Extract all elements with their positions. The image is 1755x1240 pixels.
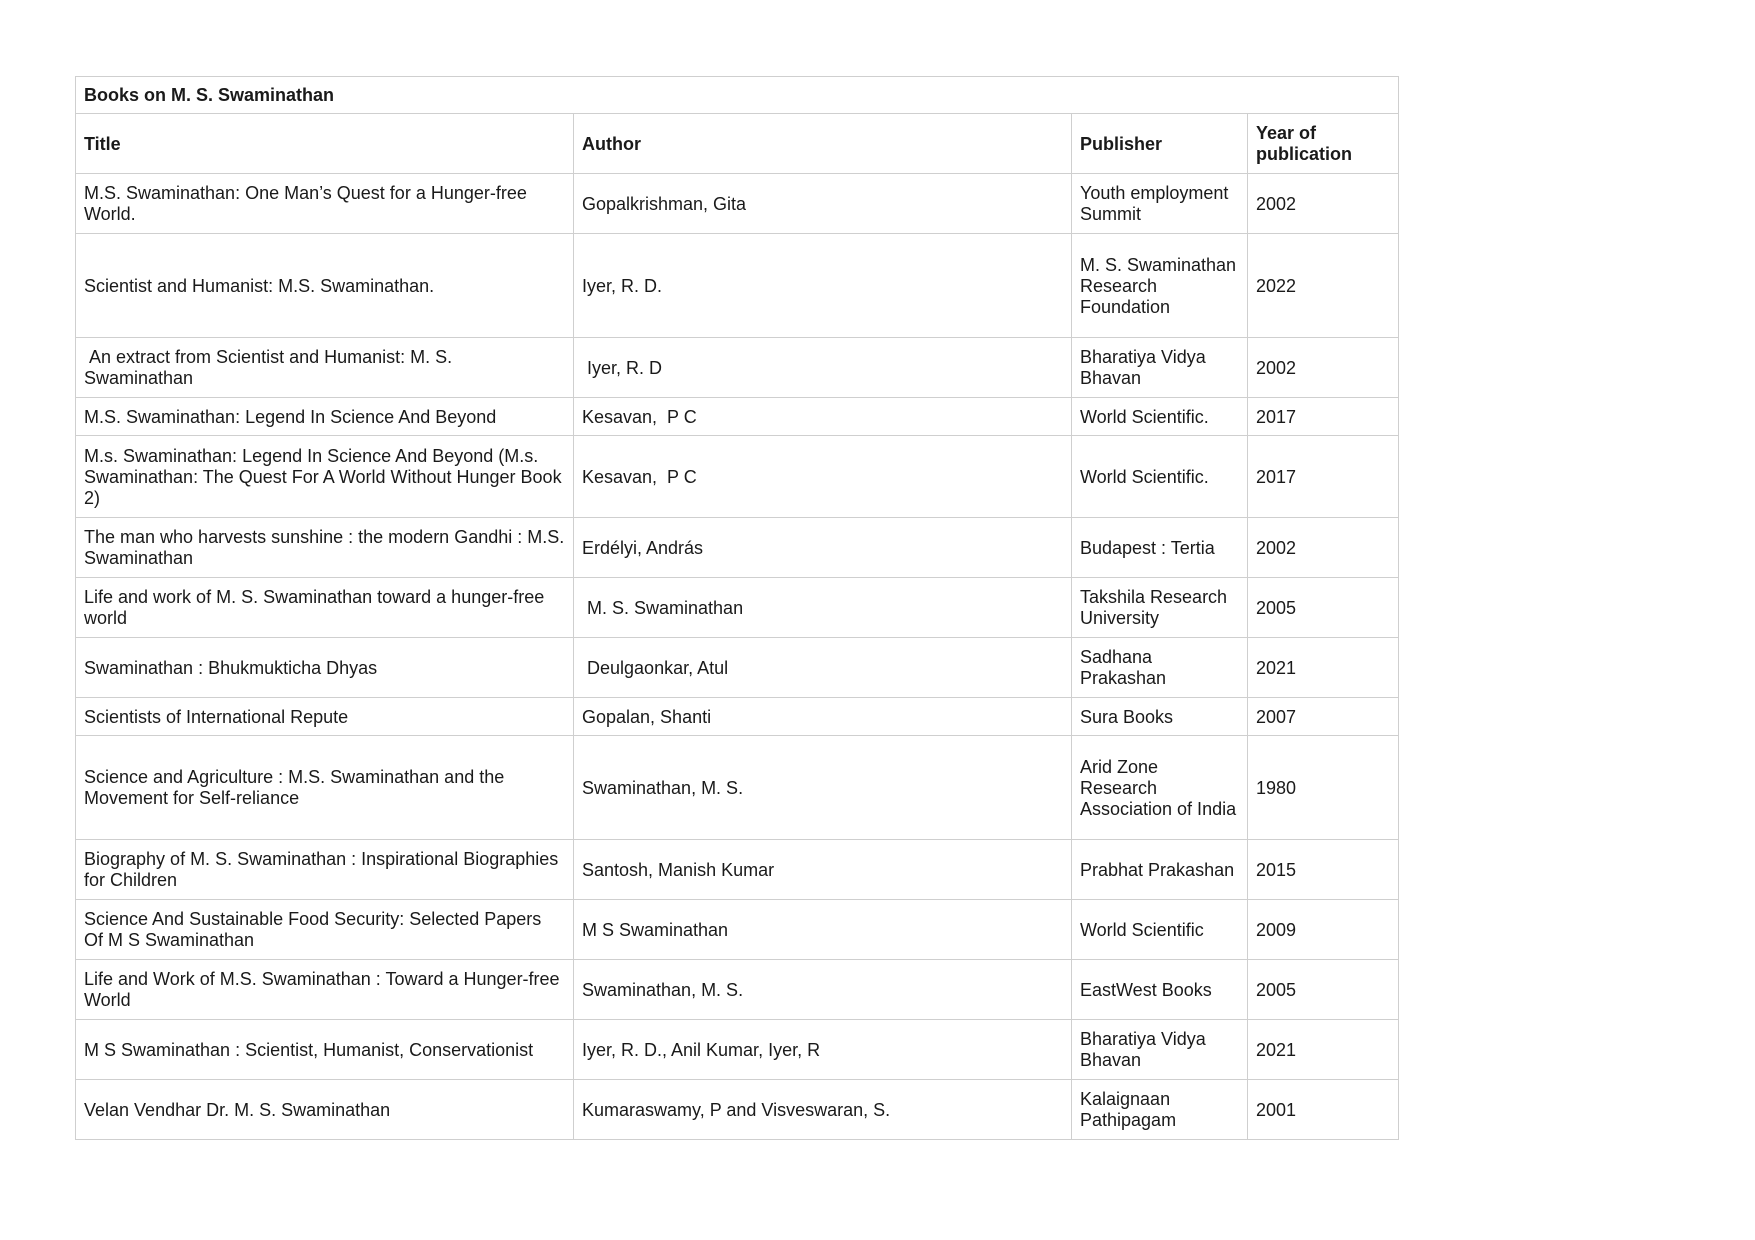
- cell-title: M.S. Swaminathan: One Man’s Quest for a Hunger-free World.: [76, 174, 574, 234]
- cell-year: 2007: [1248, 698, 1399, 736]
- cell-author: Erdélyi, András: [574, 518, 1072, 578]
- cell-year: 2002: [1248, 338, 1399, 398]
- table-row: [76, 398, 1399, 436]
- cell-title: M.S. Swaminathan: Legend In Science And Beyond: [76, 398, 574, 436]
- cell-title: M S Swaminathan : Scientist, Humanist, Conservationist: [76, 1020, 574, 1080]
- cell-title: Scientists of International Repute: [76, 698, 574, 736]
- table-row: [76, 698, 1399, 736]
- table-row: [76, 518, 1399, 578]
- cell-title: Science And Sustainable Food Security: Selected Papers Of M S Swaminathan: [76, 900, 574, 960]
- cell-year: 2002: [1248, 518, 1399, 578]
- cell-author: Gopalkrishman, Gita: [574, 174, 1072, 234]
- cell-title: Life and Work of M.S. Swaminathan : Toward a Hunger-free World: [76, 960, 574, 1020]
- cell-year: 2017: [1248, 398, 1399, 436]
- cell-publisher: World Scientific: [1072, 900, 1248, 960]
- header-publisher: Publisher: [1072, 114, 1248, 174]
- cell-year: 2021: [1248, 638, 1399, 698]
- cell-publisher: World Scientific.: [1072, 398, 1248, 436]
- cell-title: Scientist and Humanist: M.S. Swaminathan.: [76, 234, 574, 338]
- cell-year: 2001: [1248, 1080, 1399, 1140]
- cell-publisher: World Scientific.: [1072, 436, 1248, 518]
- table-row: [76, 234, 1399, 338]
- cell-year: 2009: [1248, 900, 1399, 960]
- cell-publisher: Sura Books: [1072, 698, 1248, 736]
- cell-author: Iyer, R. D.: [574, 234, 1072, 338]
- cell-author: Swaminathan, M. S.: [574, 736, 1072, 840]
- header-author: Author: [574, 114, 1072, 174]
- cell-author: M S Swaminathan: [574, 900, 1072, 960]
- cell-title: Velan Vendhar Dr. M. S. Swaminathan: [76, 1080, 574, 1140]
- cell-title: Biography of M. S. Swaminathan : Inspirational Biographies for Children: [76, 840, 574, 900]
- table-row: [76, 174, 1399, 234]
- cell-author: Santosh, Manish Kumar: [574, 840, 1072, 900]
- cell-publisher: Arid Zone Research Association of India: [1072, 736, 1248, 840]
- table-row: [76, 1020, 1399, 1080]
- cell-publisher: Sadhana Prakashan: [1072, 638, 1248, 698]
- caption-row: [76, 77, 1399, 114]
- cell-year: 2005: [1248, 578, 1399, 638]
- cell-year: 2021: [1248, 1020, 1399, 1080]
- cell-author: Iyer, R. D., Anil Kumar, Iyer, R: [574, 1020, 1072, 1080]
- books-table: [75, 76, 1399, 1140]
- cell-title: Swaminathan : Bhukmukticha Dhyas: [76, 638, 574, 698]
- cell-author: Kesavan, P C: [574, 436, 1072, 518]
- table-row: [76, 638, 1399, 698]
- cell-author: Iyer, R. D: [574, 338, 1072, 398]
- cell-publisher: M. S. Swaminathan Research Foundation: [1072, 234, 1248, 338]
- cell-year: 2005: [1248, 960, 1399, 1020]
- header-title: Title: [76, 114, 574, 174]
- cell-title: The man who harvests sunshine : the modern Gandhi : M.S. Swaminathan: [76, 518, 574, 578]
- cell-publisher: Bharatiya Vidya Bhavan: [1072, 338, 1248, 398]
- table-row: [76, 840, 1399, 900]
- cell-publisher: Budapest : Tertia: [1072, 518, 1248, 578]
- cell-author: M. S. Swaminathan: [574, 578, 1072, 638]
- table-caption: Books on M. S. Swaminathan: [76, 77, 1399, 114]
- table-row: [76, 338, 1399, 398]
- cell-title: Science and Agriculture : M.S. Swaminathan and the Movement for Self-reliance: [76, 736, 574, 840]
- cell-title: Life and work of M. S. Swaminathan toward a hunger-free world: [76, 578, 574, 638]
- cell-publisher: EastWest Books: [1072, 960, 1248, 1020]
- table-row: [76, 736, 1399, 840]
- cell-year: 2017: [1248, 436, 1399, 518]
- table-row: [76, 900, 1399, 960]
- table-row: [76, 578, 1399, 638]
- table-row: [76, 960, 1399, 1020]
- table-row: [76, 436, 1399, 518]
- cell-publisher: Prabhat Prakashan: [1072, 840, 1248, 900]
- cell-author: Gopalan, Shanti: [574, 698, 1072, 736]
- cell-publisher: Youth employment Summit: [1072, 174, 1248, 234]
- cell-year: 1980: [1248, 736, 1399, 840]
- header-year: Year of publication: [1248, 114, 1399, 174]
- cell-year: 2002: [1248, 174, 1399, 234]
- cell-year: 2022: [1248, 234, 1399, 338]
- cell-author: Swaminathan, M. S.: [574, 960, 1072, 1020]
- cell-title: An extract from Scientist and Humanist: M. S. Swaminathan: [76, 338, 574, 398]
- cell-author: Kumaraswamy, P and Visveswaran, S.: [574, 1080, 1072, 1140]
- header-row: [76, 114, 1399, 174]
- cell-publisher: Kalaignaan Pathipagam: [1072, 1080, 1248, 1140]
- table-row: [76, 1080, 1399, 1140]
- cell-author: Deulgaonkar, Atul: [574, 638, 1072, 698]
- cell-year: 2015: [1248, 840, 1399, 900]
- cell-publisher: Takshila Research University: [1072, 578, 1248, 638]
- cell-author: Kesavan, P C: [574, 398, 1072, 436]
- cell-title: M.s. Swaminathan: Legend In Science And Beyond (M.s. Swaminathan: The Quest For A World Without Hunger Book 2): [76, 436, 574, 518]
- cell-publisher: Bharatiya Vidya Bhavan: [1072, 1020, 1248, 1080]
